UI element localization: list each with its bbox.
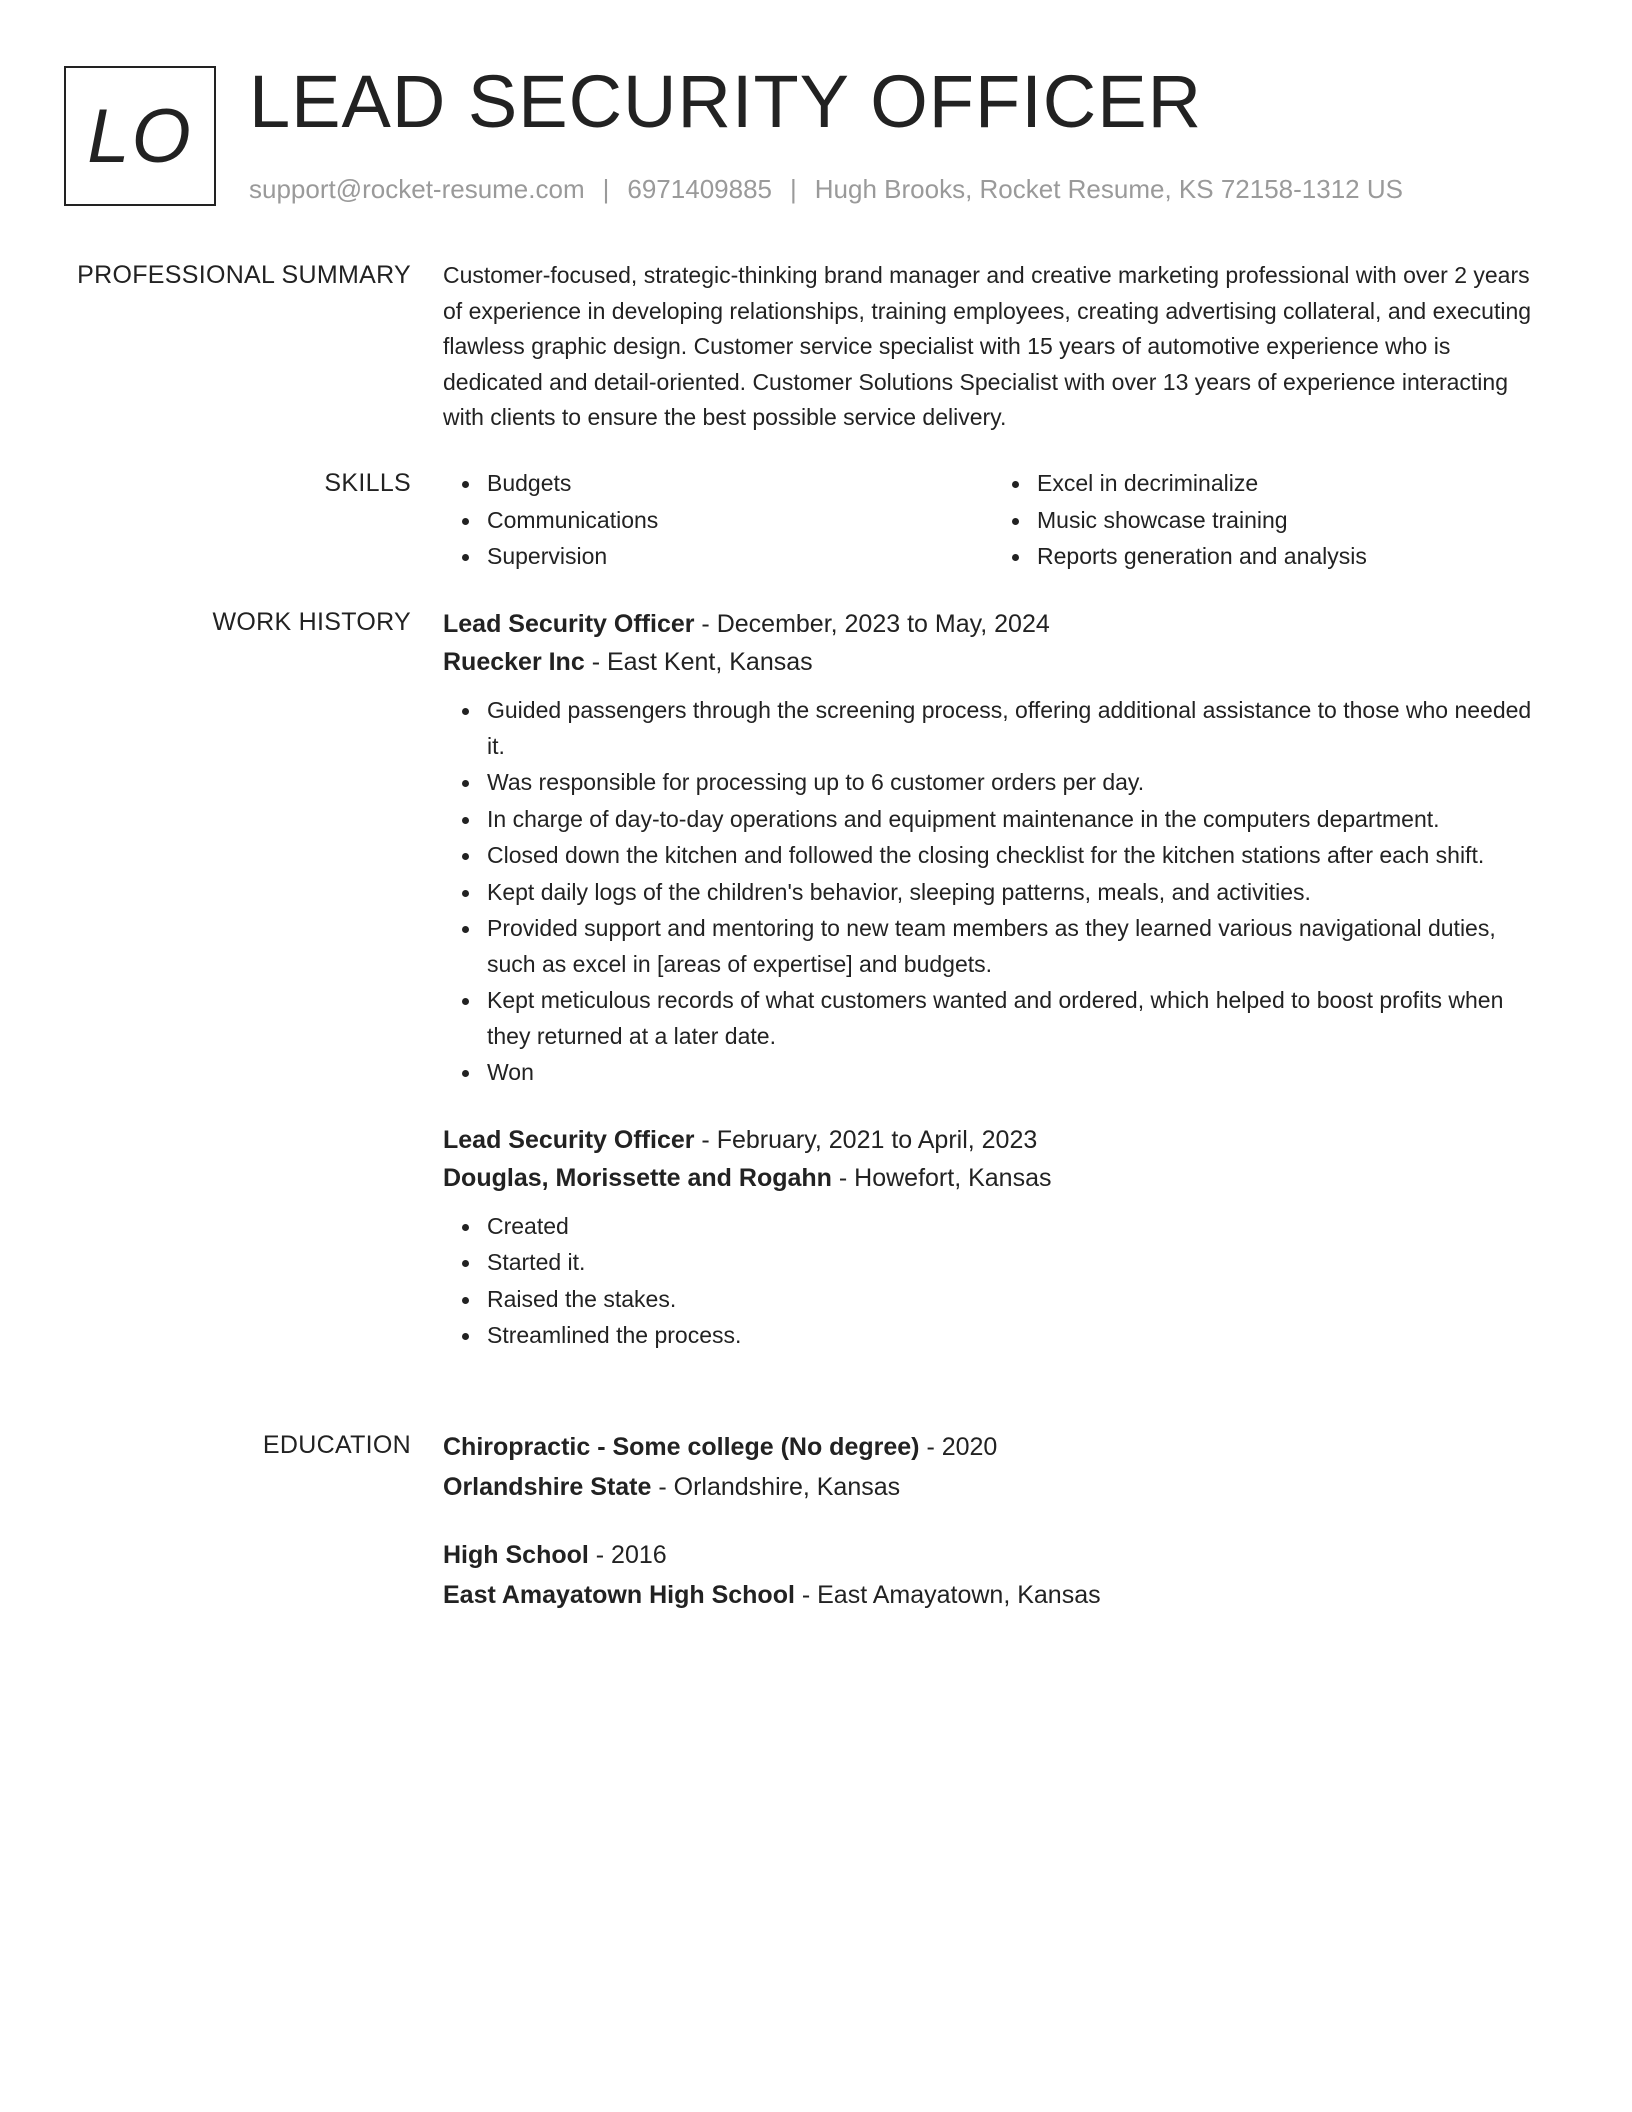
education-school: East Amayatown High School [443, 1581, 795, 1609]
job-company-line [443, 643, 1543, 681]
education-body [443, 1428, 1543, 1614]
job-dates: - December, 2023 to May, 2024 [694, 610, 1050, 638]
contact-separator: | [602, 174, 610, 204]
job-duty-item: Was responsible for processing up to 6 customer orders per day. [487, 765, 1543, 801]
job-duty-item: In charge of day-to-day operations and equipment maintenance in the computers department. [487, 802, 1543, 838]
job-duties-list [443, 1209, 1543, 1354]
job-duties-list [443, 693, 1543, 1091]
education-location: - Orlandshire, Kansas [651, 1473, 901, 1501]
job-duty-item: Kept daily logs of the children's behavior, sleeping patterns, meals, and activities. [487, 875, 1543, 911]
section-heading-skills: SKILLS [324, 469, 411, 497]
contact-line [249, 172, 1403, 206]
summary-body [443, 258, 1543, 436]
education-school-line [443, 1468, 1543, 1506]
job-location: - Howefort, Kansas [831, 1163, 1052, 1192]
education-year: - 2016 [588, 1541, 667, 1569]
job-duty-item: Streamlined the process. [487, 1318, 1543, 1354]
job-title: Lead Security Officer [443, 1125, 695, 1154]
monogram-logo: LO [64, 66, 216, 206]
job-duty-item: Closed down the kitchen and followed the closing checklist for the kitchen stations after each shift. [487, 838, 1543, 874]
job-company-line [443, 1159, 1543, 1197]
education-degree-line [443, 1428, 1543, 1466]
job-duty-item: Provided support and mentoring to new team members as they learned various navigational duties, such as excel in [areas of expertise] and budgets. [487, 911, 1543, 982]
job-title-line [443, 1121, 1543, 1159]
skills-columns [443, 466, 1543, 576]
skill-item: Reports generation and analysis [1037, 539, 1543, 575]
section-heading-summary: PROFESSIONAL SUMMARY [77, 261, 411, 289]
job-duty-item: Guided passengers through the screening process, offering additional assistance to those who needed it. [487, 693, 1543, 764]
skill-item: Music showcase training [1037, 503, 1543, 539]
skill-item: Supervision [487, 539, 993, 575]
job-entry [443, 605, 1543, 1091]
section-heading-education: EDUCATION [262, 1431, 411, 1459]
education-entry [443, 1536, 1543, 1614]
skill-item: Excel in decriminalize [1037, 466, 1543, 502]
skills-list-right [993, 466, 1543, 576]
job-duty-item: Kept meticulous records of what customers wanted and ordered, which helped to boost profits when they returned at a later date. [487, 983, 1543, 1054]
job-title-line [443, 605, 1543, 643]
education-entry [443, 1428, 1543, 1506]
contact-address: Hugh Brooks, Rocket Resume, KS 72158-1312 US [814, 174, 1403, 204]
job-location: - East Kent, Kansas [584, 648, 813, 676]
contact-phone: 6971409885 [627, 174, 772, 204]
job-company: Douglas, Morissette and Rogahn [443, 1163, 832, 1192]
section-heading-work-history: WORK HISTORY [212, 608, 411, 636]
education-year: - 2020 [919, 1433, 998, 1461]
job-duty-item: Raised the stakes. [487, 1282, 1543, 1318]
education-location: - East Amayatown, Kansas [794, 1581, 1101, 1609]
job-dates: - February, 2021 to April, 2023 [694, 1125, 1038, 1154]
education-degree: High School [443, 1541, 589, 1569]
skills-body [443, 466, 1543, 576]
education-school: Orlandshire State [443, 1473, 652, 1501]
job-duty-item: Won [487, 1055, 1543, 1091]
skill-item: Communications [487, 503, 993, 539]
job-title: Lead Security Officer [443, 610, 695, 638]
skill-item: Budgets [487, 466, 993, 502]
skills-list-left [443, 466, 993, 576]
job-duty-item: Started it. [487, 1245, 1543, 1281]
contact-email: support@rocket-resume.com [249, 174, 585, 204]
contact-separator: | [790, 174, 797, 204]
page-title: LEAD SECURITY OFFICER [249, 60, 1203, 143]
job-duty-item: Created [487, 1209, 1543, 1245]
work-history-body [443, 605, 1543, 1355]
summary-text: Customer-focused, strategic-thinking brand manager and creative marketing professional with over 2 years of experience in developing relationships, training employees, creating advertising collateral, and executing flawless graphic design. Customer service specialist with 15 years of automotive experience who is dedicated and detail-oriented. Customer Solutions Specialist with over 13 years of experience interacting with clients to ensure the best possible service delivery. [443, 262, 1532, 430]
job-company: Ruecker Inc [443, 648, 585, 676]
education-degree-line [443, 1536, 1543, 1574]
job-entry [443, 1121, 1543, 1354]
education-degree: Chiropractic - Some college (No degree) [443, 1433, 920, 1461]
education-school-line [443, 1576, 1543, 1614]
